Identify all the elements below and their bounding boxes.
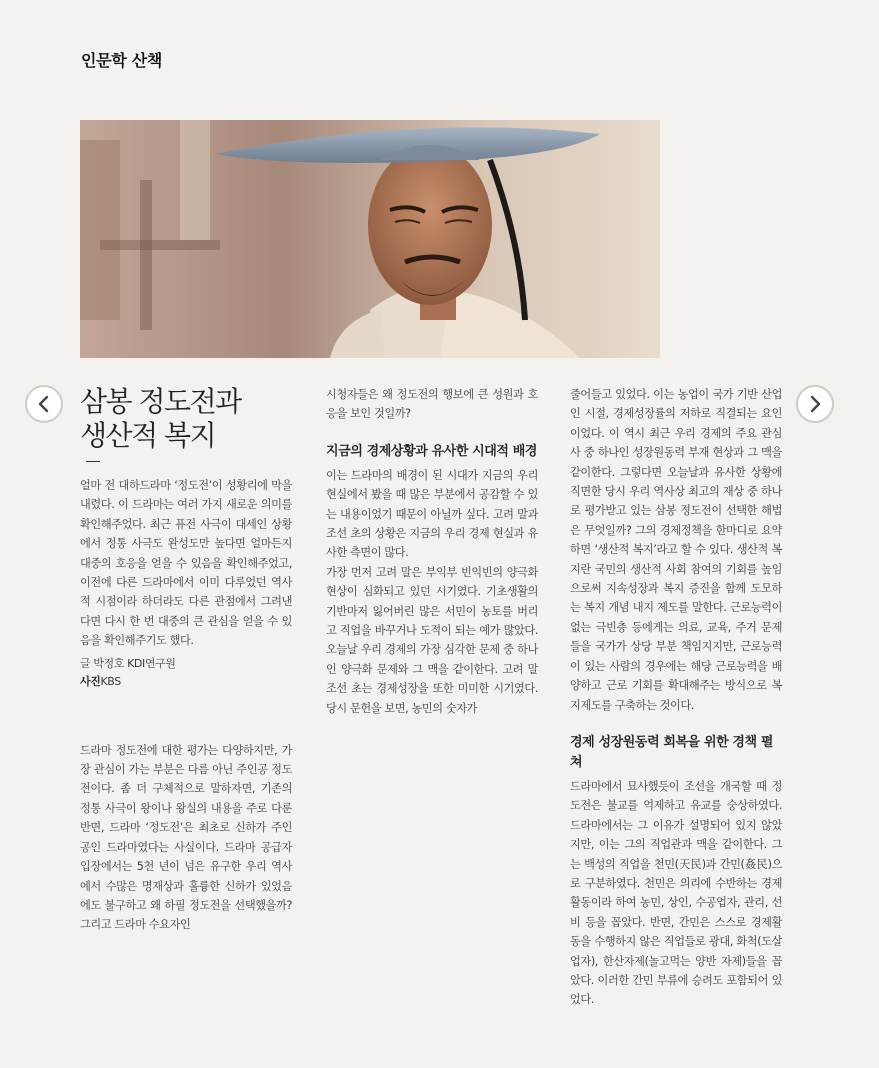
article-credit	[80, 655, 292, 691]
article-column-3	[570, 385, 782, 1010]
section-label: 인문학 산책	[81, 51, 163, 70]
article-paragraph: 드라마에서 묘사했듯이 조선을 개국할 때 정도전은 불교를 억제하고 유교를 숭상하였다. 드라마에서는 그 이유가 설명되어 있지 않았지만, 이는 그의 직업관과 맥을 같이한다. 그는 백성의 직업을 천민(天民)과 간민(姦民)으로 구분하였다. 천민은 의리에 수반하는 경제활동이라 하여 농민, 상인, 수공업자, 관리, 선비 등을 꼽았다. 반면, 간민은 스스로 경제활동을 수행하지 않은 직업들로 광대, 화척(도살업자), 한산자제(놀고먹는 양반 자제)들을 꼽았다. 이러한 간민 부류에 승려도 포함되어 있었다.	[570, 779, 782, 1007]
article-title	[80, 385, 292, 453]
previous-page-button[interactable]	[25, 385, 63, 423]
drama-still-image	[80, 120, 660, 358]
section-heading: 지금의 경제상황과 유사한 시대적 배경	[326, 443, 538, 459]
article-paragraph: 가장 먼저 고려 말은 부익부 빈익빈의 양극화 현상이 심화되고 있던 시기였다. 기초생활의 기반마저 잃어버린 많은 서민이 농토를 버리고 직업을 바꾸거나 도적이 되는 예가 많았다. 오늘날 우리 경제의 가장 심각한 문제 중 하나인 양극화 문제와 그 맥을 같이한다. 고려 말 조선 초는 경제성장을 또한 미미한 시기였다. 당시 문헌을 보면, 농민의 숫자가	[326, 565, 538, 715]
article-title-line-2: 생산적 복지	[80, 419, 216, 452]
article-column-2	[326, 385, 538, 718]
photo-credit-label: 사진	[80, 674, 101, 688]
photo-credit-value: KBS	[100, 674, 121, 688]
article-lead: 얼마 전 대하드라마 ‘정도전’이 성황리에 막을 내렸다. 이 드라마는 여러 가지 새로운 의미를 확인해주었다. 최근 퓨전 사극이 대세인 상황에서 정통 사극도 완성도만 높다면 얼마든지 대중의 호응을 얻을 수 있음을 확인해주었고, 이전에 다른 드라마에서 이미 다루었던 역사적 시점이라 하더라도 다른 관점에서 그려낸다면 다시 한 번 대중의 큰 관심을 얻을 수 있음을 확인해주기도 했다.	[80, 479, 292, 648]
writer-credit: 글 박정호 KDI연구원	[80, 656, 176, 670]
section-heading: 경제 성장원동력 회복을 위한 경책 펼쳐	[570, 734, 773, 770]
article-paragraph: 드라마 정도전에 대한 평가는 다양하지만, 가장 관심이 가는 부분은 다름 아닌 주인공 정도전이다. 좀 더 구체적으로 말하자면, 기존의 정통 사극이 왕이나 왕실의 내용을 주로 다룬 반면, 드라마 ‘정도전’은 최초로 신하가 주인공인 드라마였다는 사실이다. 드라마 공급자 입장에서는 5천 년이 넘은 유구한 우리 역사에서 수많은 명재상과 훌륭한 신하가 있었음에도 불구하고 왜 하필 정도전을 선택했을까? 그리고 드라마 수요자인	[80, 743, 292, 932]
article-paragraph: 줄어들고 있었다. 이는 농업이 국가 기반 산업인 시절, 경제성장률의 저하로 직결되는 요인이었다. 이 역시 최근 우리 경제의 주요 관심사 중 하나인 성장원동력 부재 현상과 그 맥을 같이한다. 그렇다면 오늘날과 유사한 상황에 직면한 당시 우리 역사상 최고의 재상 중 하나로 평가받고 있는 삼봉 정도전이 선택한 해법은 무엇일까? 그의 경제정책을 한마디로 요약하면 ‘생산적 복지’라고 할 수 있다. 생산적 복지란 국민의 생산적 사회 참여의 기회를 높임으로써 지속성장과 복지 증진을 함께 도모하는 복지 개념 내지 제도를 말한다. 근로능력이 없는 극빈층 등에게는 의료, 교육, 주거 문제들을 국가가 상당 부분 책임지지만, 근로능력이 있는 사람의 경우에는 해당 근로능력을 배양하고 근로 기회를 확대해주는 방식으로 복지제도를 구축하는 것이다.	[570, 388, 782, 712]
photo-credit	[80, 673, 292, 691]
next-page-button[interactable]	[796, 385, 834, 423]
article-paragraph: 이는 드라마의 배경이 된 시대가 지금의 우리 현실에서 봤을 때 많은 부분에서 공감할 수 있는 내용이었기 때문이 아닐까 싶다. 고려 말과 조선 초의 상황은 지금의 우리 경제 현실과 유사한 측면이 많다.	[326, 468, 538, 560]
article-column-1	[80, 385, 292, 935]
chevron-right-icon	[808, 395, 822, 413]
chevron-left-icon	[37, 395, 51, 413]
article-title-line-1: 삼봉 정도전과	[80, 385, 241, 418]
hero-photo	[80, 120, 660, 358]
title-divider	[86, 461, 100, 462]
article-paragraph: 시청자들은 왜 정도전의 행보에 큰 성원과 호응을 보인 것일까?	[326, 388, 538, 421]
